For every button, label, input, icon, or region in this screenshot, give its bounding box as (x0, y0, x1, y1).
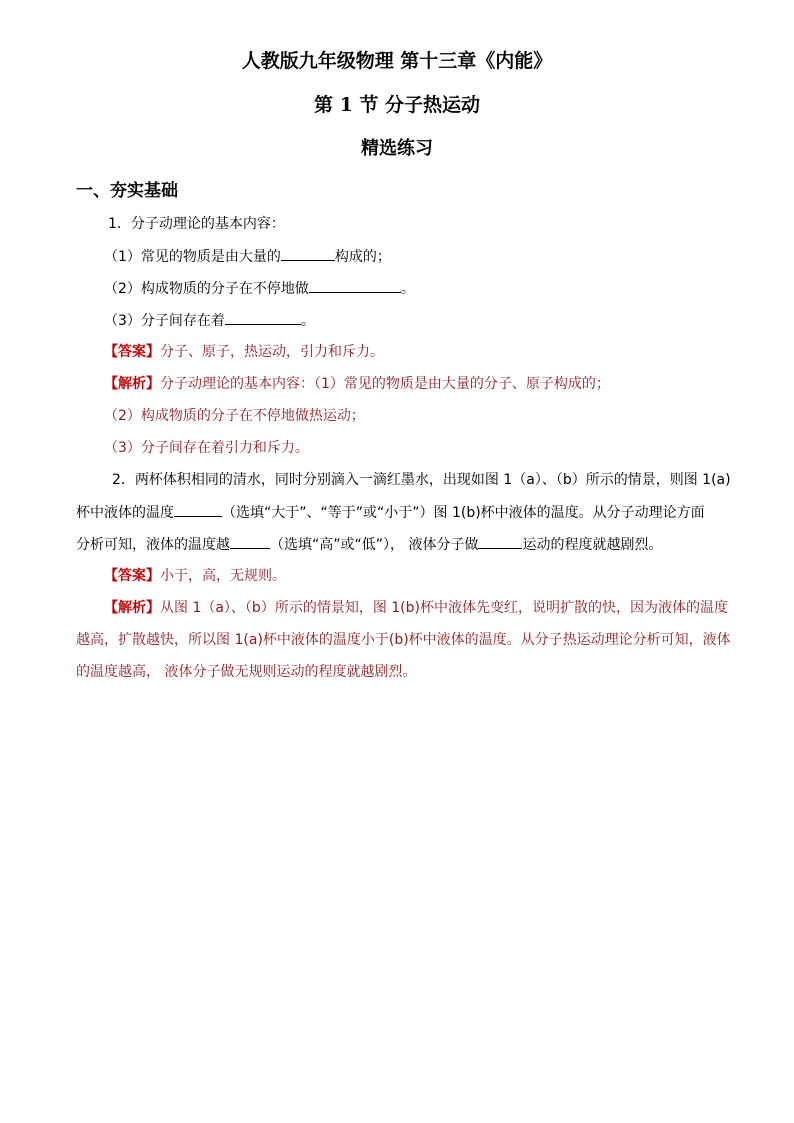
q1-analysis-line2: （2）构成物质的分子在不停地做热运动； (104, 408, 365, 424)
q1-item3-pre: （3）分子间存在着 (104, 313, 225, 329)
q2-answer-tag: 【答案】 (104, 568, 160, 584)
q1-item2-post: 。 (400, 281, 415, 297)
q2-analysis-line1: 从图 1（a）、（b）所示的情景知，图 1(b)杯中液体先变红，说明扩散的快，因为液体的温度 (160, 600, 728, 616)
q2-answer (104, 566, 286, 586)
q1-analysis-line1: 分子动理论的基本内容：（1）常见的物质是由大量的分子、原子构成的； (160, 376, 610, 392)
exercise-subtitle: 精选练习 (361, 138, 433, 159)
q1-blank1 (281, 246, 335, 261)
q2-line3-pre: 分析可知，液体的温度越 (76, 537, 230, 553)
document-title: 人教版九年级物理 第十三章《内能》 (241, 50, 553, 72)
section-title: 第 1 节 分子热运动 (313, 94, 481, 116)
q1-blank3 (225, 310, 301, 325)
q1-analysis-line3: （3）分子间存在着引力和斥力。 (104, 440, 309, 456)
q2-blank1 (174, 502, 222, 517)
q1-item2-pre: （2）构成物质的分子在不停地做 (104, 281, 309, 297)
q2-analysis-tag: 【解析】 (104, 600, 160, 616)
q1-answer-text: 分子、原子，热运动，引力和斥力。 (160, 344, 384, 360)
q2-blank3 (478, 534, 522, 549)
part-heading: 一、夯实基础 (76, 181, 178, 201)
q1-item1 (104, 246, 391, 267)
q2-line1: 2．两杯体积相同的清水，同时分别滴入一滴红墨水，出现如图 1（a）、（b）所示的情景，则图 1(a) (112, 472, 731, 488)
q1-item1-post: 构成的； (334, 249, 391, 265)
q1-item1-pre: （1）常见的物质是由大量的 (104, 249, 281, 265)
q2-answer-text: 小于，高，无规则。 (160, 568, 286, 584)
q1-item3-post: 。 (300, 313, 315, 329)
q1-analysis (104, 374, 610, 394)
q1-stem: 1．分子动理论的基本内容： (108, 216, 285, 232)
q2-line3-post: 运动的程度就越剧烈。 (522, 537, 663, 553)
q2-blank2 (230, 534, 270, 549)
q2-analysis (104, 598, 728, 618)
q1-item3 (104, 310, 315, 331)
q2-analysis-line3: 的温度越高， 液体分子做无规则运动的程度就越剧烈。 (76, 664, 417, 680)
q1-answer-tag: 【答案】 (104, 344, 160, 360)
q1-analysis-tag: 【解析】 (104, 376, 160, 392)
q2-line3 (76, 534, 662, 555)
q2-analysis-line2: 越高，扩散越快，所以图 1(a)杯中液体的温度小于(b)杯中液体的温度。从分子热运动理论分析可知，液体 (76, 632, 731, 648)
q1-blank2 (309, 278, 401, 293)
q2-line2-pre: 杯中液体的温度 (76, 505, 174, 521)
q1-item2 (104, 278, 415, 299)
q1-answer (104, 342, 384, 362)
q2-line2-post: （选填“大于”、“等于”或“小于”）图 1(b)杯中液体的温度。从分子动理论方面 (222, 505, 705, 521)
q2-line2 (76, 502, 705, 523)
q2-line3-mid: （选填“高”或“低”）， 液体分子做 (270, 537, 479, 553)
